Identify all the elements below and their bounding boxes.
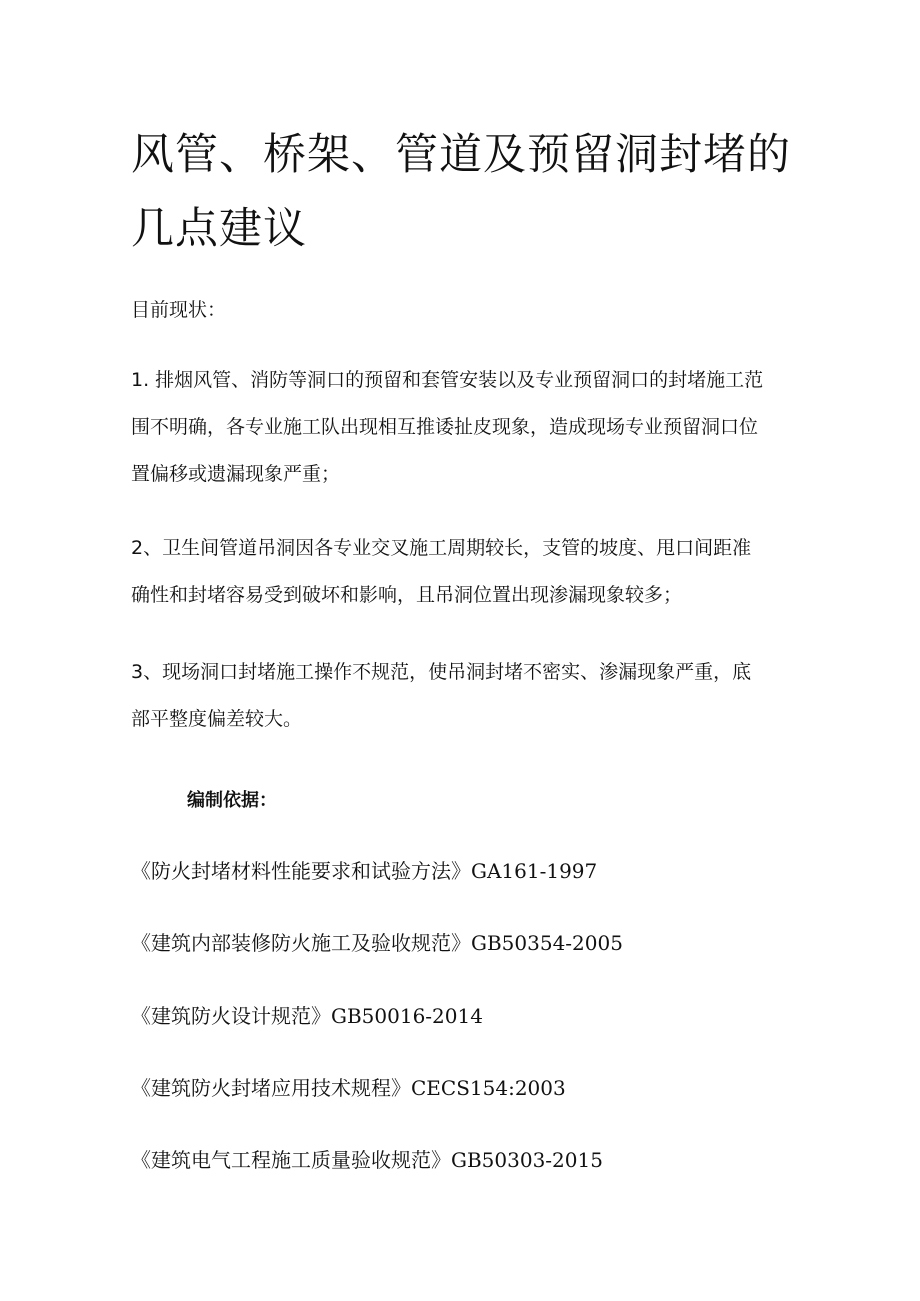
reference-item: 《建筑防火设计规范》GB50016-2014: [131, 1004, 483, 1028]
paragraph-2: [131, 525, 801, 619]
paragraph-line: 部平整度偏差较大。: [131, 708, 303, 730]
paragraph-line: 2、卫生间管道吊洞因各专业交叉施工周期较长，支管的坡度、甩口间距准: [131, 537, 752, 559]
status-heading: 目前现状：: [131, 299, 227, 321]
reference-item: 《建筑内部装修防火施工及验收规范》GB50354-2005: [131, 931, 623, 955]
paragraph-line: 围不明确，各专业施工队出现相互推诿扯皮现象，造成现场专业预留洞口位: [131, 416, 759, 438]
paragraph-line: 1. 排烟风管、消防等洞口的预留和套管安装以及专业预留洞口的封堵施工范: [131, 369, 764, 391]
paragraph-3: [131, 649, 801, 743]
reference-item: 《建筑防火封堵应用技术规程》CECS154:2003: [131, 1076, 566, 1100]
paragraph-line: 3、现场洞口封堵施工操作不规范，使吊洞封堵不密实、渗漏现象严重，底: [131, 661, 752, 683]
paragraph-line: 置偏移或遗漏现象严重；: [131, 463, 341, 485]
paragraph-1: [131, 357, 801, 498]
reference-item: 《建筑电气工程施工质量验收规范》GB50303-2015: [131, 1148, 603, 1172]
paragraph-line: 确性和封堵容易受到破坏和影响，且吊洞位置出现渗漏现象较多；: [131, 584, 683, 606]
basis-heading: 编制依据：: [187, 790, 277, 811]
document-title: [131, 118, 811, 266]
reference-item: 《防火封堵材料性能要求和试验方法》GA161-1997: [131, 859, 598, 883]
title-line-1: 风管、桥架、管道及预留洞封堵的: [131, 130, 791, 180]
title-line-2: 几点建议: [131, 204, 307, 254]
